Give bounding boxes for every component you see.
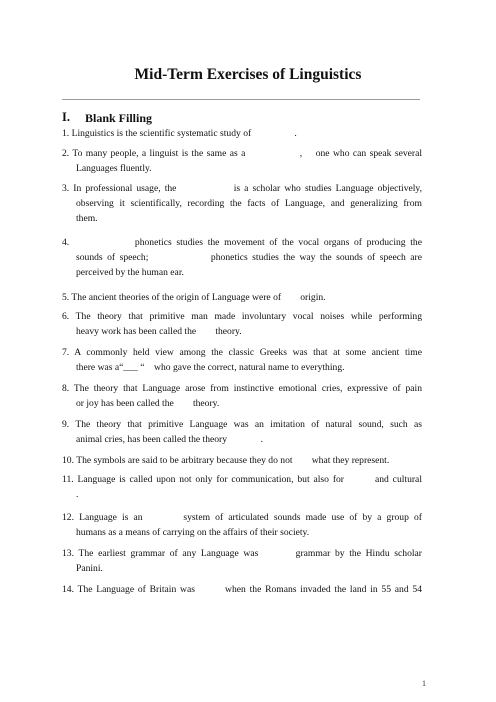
item-line: 5. The ancient theories of the origin of Language were of origin.: [62, 292, 326, 303]
item-line: 10. The symbols are said to be arbitrary because they do not what they represent.: [62, 455, 390, 466]
item-line: 6. The theory that primitive man made involuntary vocal noises while performing: [62, 311, 422, 322]
item-line: heavy work has been called the theory.: [76, 326, 242, 337]
exercise-item-5: [62, 290, 422, 305]
item-line: Panini.: [76, 563, 103, 574]
section-title: Blank Filling: [85, 111, 153, 125]
item-line: humans as a means of carrying on the affairs of their society.: [76, 527, 310, 538]
item-line: 12. Language is an system of articulated sounds made use of by a group of: [62, 512, 422, 523]
exercise-item-6: [62, 309, 422, 339]
section-number: I.: [62, 110, 70, 124]
item-line: 11. Language is called upon not only for communication, but also for and cultural: [62, 474, 422, 485]
exercise-item-12: [62, 510, 422, 540]
item-line: 2. To many people, a linguist is the same as a , one who can speak several: [62, 148, 422, 159]
title-divider: [62, 99, 420, 100]
item-line: Languages fluently.: [76, 163, 152, 174]
exercise-item-4: [62, 235, 422, 280]
page-number: 1: [422, 679, 426, 688]
item-line: 3. In professional usage, the is a scholar who studies Language objectively,: [62, 183, 422, 194]
exercise-item-7: [62, 345, 422, 375]
exercise-item-10: [62, 453, 422, 468]
exercise-item-9: [62, 417, 422, 447]
item-line: observing it scientifically, recording the facts of Language, and generalizing from: [76, 198, 422, 209]
exercise-item-3: [62, 181, 422, 226]
item-line: 9. The theory that primitive Language was an imitation of natural sound, such as: [62, 419, 422, 430]
page-title: Mid-Term Exercises of Linguistics: [134, 66, 362, 83]
exercise-item-14: [62, 582, 422, 597]
exercise-item-1: [62, 126, 422, 141]
item-line: 14. The Language of Britain was when the Romans invaded the land in 55 and 54: [62, 584, 422, 595]
exercise-item-11: [62, 472, 422, 502]
exercise-item-2: [62, 146, 422, 176]
item-line: 1. Linguistics is the scientific systematic study of .: [62, 128, 297, 139]
item-line: animal cries, has been called the theory .: [76, 434, 264, 445]
item-line: 4. phonetics studies the movement of the vocal organs of producing the: [62, 237, 422, 248]
item-line: perceived by the human ear.: [76, 267, 184, 278]
exercise-item-8: [62, 381, 422, 411]
item-line: .: [76, 489, 79, 500]
item-line: 8. The theory that Language arose from instinctive emotional cries, expressive of pain: [62, 383, 422, 394]
item-line: them.: [76, 213, 98, 224]
item-line: 13. The earliest grammar of any Language was grammar by the Hindu scholar: [62, 548, 422, 559]
item-line: 7. A commonly held view among the classic Greeks was that at some ancient time: [62, 347, 422, 358]
item-line: sounds of speech; phonetics studies the way the sounds of speech are: [76, 252, 422, 263]
exercise-item-13: [62, 546, 422, 576]
item-line: or joy has been called the theory.: [76, 398, 220, 409]
item-line: there was a“___ “ who gave the correct, natural name to everything.: [76, 362, 345, 373]
